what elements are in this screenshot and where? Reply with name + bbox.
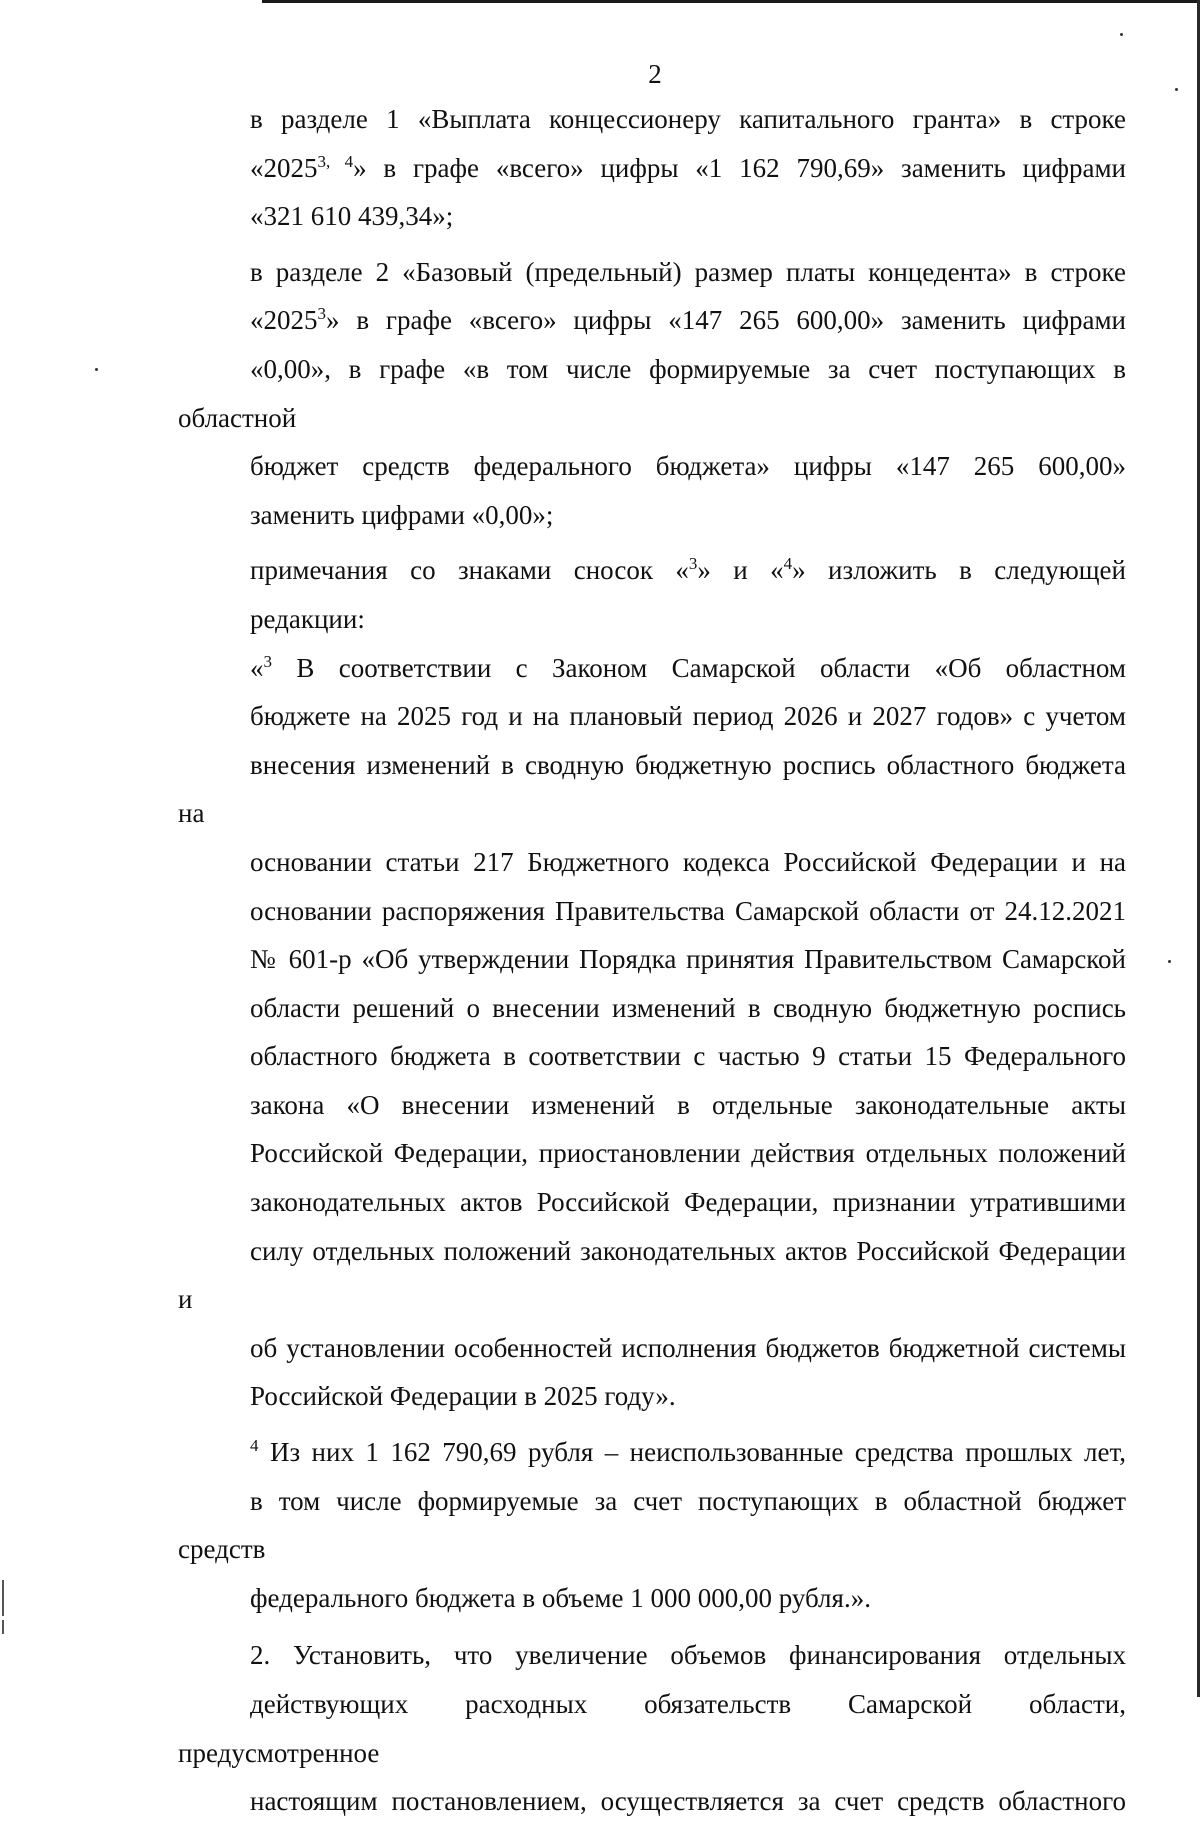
footnote-mark: 4	[250, 1436, 259, 1456]
scan-speck	[1120, 33, 1123, 36]
text-line: редакции:	[250, 603, 365, 634]
document-body	[178, 95, 1126, 1826]
text-line: «321 610 439,34»;	[250, 201, 454, 232]
text-line: Российской Федерации в 2025 году».	[250, 1381, 676, 1412]
scan-left-mark	[2, 1580, 4, 1616]
footnote-mark: 3, 4	[317, 151, 354, 171]
text-line: заменить цифрами «0,00»;	[250, 499, 554, 530]
text-line: «0,00», в графе «в том числе формируемые за счет поступающих в областной	[178, 353, 1126, 433]
text-line: внесения изменений в сводную бюджетную роспись областного бюджета на	[178, 749, 1126, 829]
text-line: настоящим постановлением, осуществляется за счет средств областного	[250, 1786, 1126, 1817]
paragraph-footnote-3	[178, 644, 1126, 1422]
text-line: «$^3$ В соответствии с Законом Самарской области «Об областном	[250, 651, 1126, 683]
text-line: $^4$ Из них 1 162 790,69 рубля – неиспользованные средства прошлых лет,	[250, 1436, 1126, 1468]
text-line: федерального бюджета в объеме 1 000 000,00 рубля.».	[250, 1582, 871, 1613]
paragraph-notes-intro	[178, 546, 1126, 643]
footnote-mark: 4	[783, 554, 793, 574]
text-line: силу отдельных положений законодательных актов Российской Федерации и	[178, 1235, 1126, 1315]
text-line: законодательных актов Российской Федерации, признании утратившими	[250, 1187, 1126, 1218]
footnote-mark: 3	[263, 651, 272, 671]
footnote-mark: 3	[688, 554, 698, 574]
text-line: в разделе 1 «Выплата концессионеру капитального гранта» в строке	[250, 104, 1126, 134]
text-line: основании статьи 217 Бюджетного кодекса Российской Федерации и на	[250, 846, 1126, 877]
paragraph-section-1	[178, 95, 1126, 241]
scan-speck	[95, 368, 98, 371]
text-line: Российской Федерации, приостановлении действия отдельных положений	[250, 1138, 1126, 1169]
text-line: об установлении особенностей исполнения бюджетов бюджетной системы	[250, 1332, 1126, 1363]
text-line: основании распоряжения Правительства Самарской области от 24.12.2021	[250, 895, 1126, 926]
paragraph-footnote-4	[178, 1428, 1126, 1622]
text-line: 2. Установить, что увеличение объемов финансирования отдельных	[250, 1640, 1126, 1671]
text-line: примечания со знаками сносок «$^3$» и «$^4$» изложить в следующей	[250, 554, 1126, 586]
scan-top-border	[262, 0, 1200, 3]
text-line: в разделе 2 «Базовый (предельный) размер платы концедента» в строке	[250, 256, 1126, 287]
scan-speck	[1168, 960, 1171, 963]
text-line: бюджете на 2025 год и на плановый период 2026 и 2027 годов» с учетом	[250, 701, 1126, 732]
text-line: № 601-р «Об утверждении Порядка принятия Правительством Самарской	[250, 944, 1126, 975]
text-line: бюджет средств федерального бюджета» цифры «147 265 600,00»	[250, 451, 1126, 482]
footnote-mark: 3	[317, 304, 326, 324]
text-line: действующих расходных обязательств Самарской области, предусмотренное	[178, 1689, 1126, 1768]
text-line: области решений о внесении изменений в сводную бюджетную роспись	[250, 992, 1126, 1023]
text-line: закона «О внесении изменений в отдельные законодательные акты	[250, 1089, 1126, 1120]
scan-left-mark	[2, 1620, 4, 1634]
page-number: 2	[648, 59, 662, 89]
paragraph-item-2	[178, 1631, 1126, 1825]
paragraph-section-2	[178, 248, 1126, 540]
text-line: «2025$^3$» в графе «всего» цифры «147 265 600,00» заменить цифрами	[250, 304, 1126, 336]
text-line: в том числе формируемые за счет поступающих в областной бюджет средств	[178, 1485, 1126, 1565]
text-line: «2025$^{3, 4}$» в графе «всего» цифры «1 162 790,69» заменить цифрами	[250, 151, 1126, 183]
text-line: областного бюджета в соответствии с частью 9 статьи 15 Федерального	[250, 1041, 1126, 1072]
